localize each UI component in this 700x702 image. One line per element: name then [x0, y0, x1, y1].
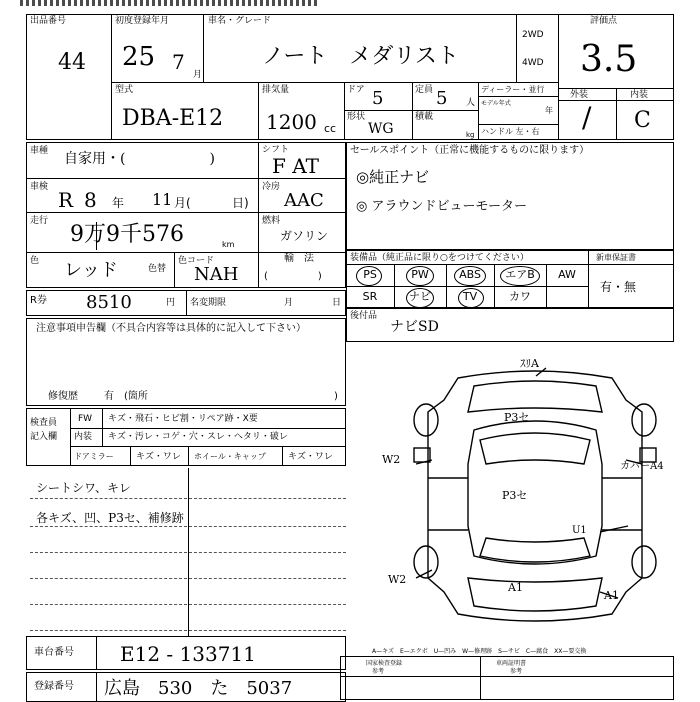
mileage-value: 9万9千576 [70, 222, 184, 247]
row-wheel: キズ・ワレ [288, 452, 333, 462]
notes-label: 注意事項申告欄（不具合内容等は具体的に記入して下さい） [36, 323, 306, 334]
capacity-unit: kg [466, 131, 475, 139]
color-code-label: 色コード [178, 256, 215, 266]
equip-leather: カワ [509, 290, 531, 303]
cert-box1: 国家検査登録 [366, 660, 403, 667]
seats-value: 5 [436, 88, 448, 109]
capacity-label: 積載 [415, 112, 434, 122]
sales-line1: ◎純正ナビ [356, 168, 430, 186]
ac-value: AAC [284, 190, 324, 211]
color-change-label: 色替 [148, 264, 167, 274]
first-reg-month: 7 [172, 50, 185, 74]
reg-value: 広島 530 た 5037 [104, 678, 293, 699]
repair-value: 有 (箇所 [104, 391, 148, 402]
exterior-label: 外装 [570, 90, 589, 100]
drive-4wd: 4WD [522, 58, 544, 68]
year-unit: 年 [545, 106, 553, 115]
mileage-label: 走行 [30, 216, 49, 226]
row-door-label: ドアミラー [74, 452, 114, 461]
displacement-value: 1200 [266, 110, 317, 134]
diag-right-mark: カバーA4 [620, 461, 664, 472]
diag-roof-mark: P3セ [504, 411, 530, 424]
row-int: キズ・汚レ・コゲ・穴・スレ・ヘタリ・破レ [108, 432, 288, 442]
diag-left-upper: W2 [382, 453, 401, 466]
lot-label: 出品番号 [30, 16, 67, 26]
car-name-value: ノート メダリスト [262, 44, 459, 69]
lot-value: 44 [58, 50, 86, 75]
equip-aw: AW [558, 268, 576, 281]
shaken-month: 11 [152, 190, 173, 209]
shaken-era: R [58, 188, 74, 212]
shaken-label: 車検 [30, 182, 49, 192]
aftermarket-label: 後付品 [350, 311, 378, 321]
dealer-label: ディーラー・並行 [481, 85, 545, 94]
name-change-label: 名変期限 [190, 298, 227, 308]
seats-label: 定員 [415, 85, 434, 95]
shift-label: シフト [262, 145, 290, 155]
car-name-label: 車名・グレード [208, 16, 272, 26]
model-label: 型式 [115, 85, 134, 95]
circle-ps [356, 266, 382, 286]
diag-left-lower: W2 [388, 573, 407, 586]
recycle-unit: 円 [166, 298, 176, 308]
repair-label: 修復歴 [48, 391, 78, 402]
sales-line2: ◎ アラウンドビューモーター [356, 199, 527, 214]
hand-note1: シートシワ、キレ [36, 481, 131, 495]
equip-tv: TV [462, 290, 478, 303]
circle-airbag [500, 266, 540, 286]
mileage-unit: km [222, 240, 235, 249]
equip-sr: SR [362, 290, 378, 303]
equip-abs: ABS [459, 268, 481, 281]
shaken-year-unit: 年 [112, 196, 125, 210]
row-fw: キズ・飛石・ヒビ割・リペア跡・X要 [108, 414, 258, 424]
seats-unit: 人 [466, 98, 476, 108]
month-unit: 月 [193, 70, 203, 80]
first-reg-label: 初度登録年月 [115, 16, 170, 26]
displacement-unit: cc [324, 122, 337, 135]
equip-navi: ナビ [409, 290, 431, 303]
grade-value: 3.5 [580, 39, 638, 80]
circle-navi [406, 288, 434, 308]
recycle-value: 8510 [86, 292, 132, 313]
circle-tv [458, 288, 484, 308]
cert-ref2: 参考 [510, 668, 523, 675]
doors-value: 5 [372, 88, 384, 109]
use-value: 自家用・( ) [64, 151, 215, 167]
first-reg-year: 25 [122, 42, 156, 72]
diag-rear-right: A1 [604, 589, 619, 602]
cert-ref1: 参考 [372, 668, 385, 675]
exterior-value: / [582, 101, 592, 134]
interior-value: C [634, 108, 651, 133]
aftermarket-value: ナビSD [390, 319, 439, 335]
repair-close: ) [334, 391, 338, 402]
row-door: キズ・ワレ [136, 452, 181, 462]
sales-frame [346, 142, 674, 250]
fuel-value: ガソリン [280, 229, 329, 243]
reg-label: 登録番号 [34, 681, 74, 692]
hand-note2: 各キズ、凹、P3セ、補修跡 [36, 511, 184, 525]
shaken-year: 8 [84, 188, 97, 212]
name-change-day: 日 [332, 298, 342, 308]
handle-label: ハンドル 左・右 [481, 127, 540, 136]
chassis-value: E12 - 133711 [120, 642, 256, 666]
model-value: DBA-E12 [122, 106, 224, 131]
inspector-label2: 記入欄 [30, 432, 58, 442]
ac-label: 冷房 [262, 182, 281, 192]
cert-box2: 車両証明書 [496, 660, 527, 667]
equip-pw: PW [411, 268, 429, 281]
equip-ps: PS [363, 268, 377, 281]
warranty-value: 有・無 [600, 280, 637, 294]
import-label: 輸 法 [284, 253, 314, 264]
grade-label: 評価点 [590, 16, 618, 26]
circle-abs [454, 266, 486, 286]
diag-hood-mark: P3セ [502, 489, 528, 502]
fuel-label: 燃料 [262, 216, 281, 226]
car-diagram [396, 357, 674, 632]
shape-label: 形状 [347, 112, 366, 122]
shaken-month-unit: 月( [174, 196, 191, 210]
equipment-label: 装備品（純正品に限り○をつけてください） [350, 253, 529, 263]
shape-value: WG [368, 121, 394, 137]
model-year-label: モデル年式 [481, 100, 511, 107]
doors-label: ドア [347, 85, 365, 95]
row-wheel-label: ホイール・キャップ [194, 452, 266, 461]
use-label: 車種 [30, 146, 49, 156]
displacement-label: 排気量 [262, 85, 290, 95]
diag-right-lower: U1 [572, 525, 587, 536]
color-label: 色 [30, 256, 40, 266]
top-strip [20, 0, 320, 6]
diag-rear-center: A1 [508, 581, 523, 594]
interior-label: 内装 [630, 90, 649, 100]
equip-airbag: エアB [505, 268, 535, 281]
recycle-label: R券 [30, 295, 47, 306]
name-change-month: 月 [284, 298, 294, 308]
drive-2wd: 2WD [522, 30, 544, 40]
color-value: レッド [64, 260, 118, 281]
diag-top-mark: ｽﾘA [520, 357, 539, 370]
shaken-day-unit: 日) [232, 196, 249, 210]
row-int-label: 内装 [74, 432, 93, 442]
circle-pw [406, 266, 434, 286]
import-paren: ( ) [264, 271, 322, 282]
warranty-label: 新車保証書 [596, 253, 636, 262]
row-fw-label: FW [78, 414, 93, 424]
damage-legend: A—キズ E—エクボ U—凹み W—修理跡 S—サビ C—腐食 XX—要交換 [372, 648, 587, 655]
chassis-label: 車台番号 [34, 647, 74, 658]
shift-value: F AT [272, 154, 319, 178]
inspector-label1: 検査員 [30, 418, 58, 428]
color-code-value: NAH [194, 264, 239, 285]
sales-label: セールスポイント（正常に機能するものに限ります） [350, 145, 590, 156]
